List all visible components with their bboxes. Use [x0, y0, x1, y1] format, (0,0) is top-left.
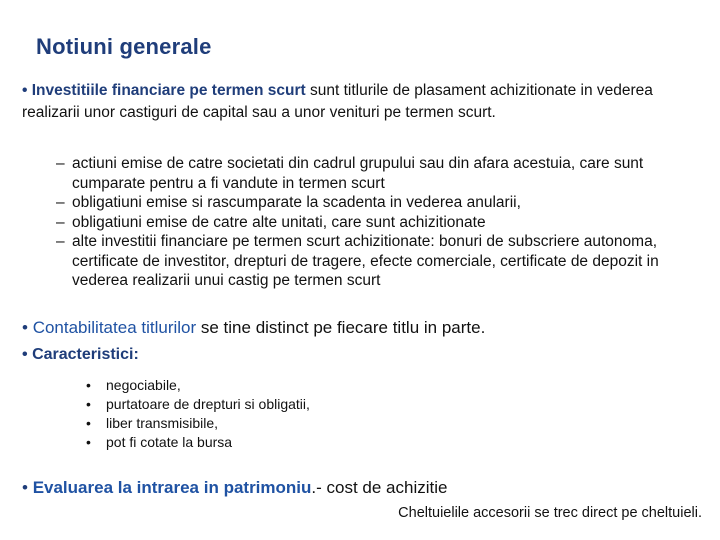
list-item: [86, 395, 310, 414]
list-item: [86, 433, 310, 452]
evaluation-term: Evaluarea la intrarea in patrimoniu: [32, 478, 312, 497]
bullet-marker: •: [86, 396, 91, 412]
dash-marker: –: [56, 233, 65, 250]
list-item-text: obligatiuni emise si rascumparate la scadenta in vederea anularii,: [72, 194, 521, 211]
list-item: [56, 232, 706, 291]
list-item: [56, 154, 706, 193]
list-item-text: actiuni emise de catre societati din cadrul grupului sau din afara acestuia, care sunt cumparate pentru a fi vandute in termen scurt: [72, 155, 644, 192]
accounting-term: Contabilitatea titlurilor: [32, 318, 197, 337]
intro-term: Investitiile financiare pe termen scurt: [31, 82, 306, 99]
evaluation-bullet: •: [22, 478, 28, 497]
list-item-text: alte investitii financiare pe termen scurt achizitionate: bonuri de subscriere autonoma, certificate de investitor, drepturi de tragere, efecte comerciale, certificate de depozit in vederea realizarii unui castig pe termen scurt: [72, 233, 659, 289]
list-item-text: purtatoare de drepturi si obligatii,: [106, 396, 310, 412]
dash-marker: –: [56, 213, 65, 231]
dash-marker: –: [56, 155, 65, 172]
page-title: Notiuni generale: [36, 34, 212, 59]
list-item-text: obligatiuni emise de catre alte unitati, care sunt achizitionate: [72, 213, 486, 231]
characteristics-heading: [22, 344, 139, 366]
accounting-bullet: •: [22, 318, 28, 337]
bullet-marker: •: [86, 434, 91, 450]
evaluation-paragraph: [22, 476, 447, 500]
accounting-paragraph: [22, 316, 712, 340]
intro-paragraph: [22, 80, 712, 124]
bullet-marker: •: [86, 415, 91, 431]
characteristics-title: Caracteristici:: [32, 346, 139, 363]
list-item-text: liber transmisibile,: [106, 415, 219, 431]
accounting-text: se tine distinct pe fiecare titlu in parte.: [196, 318, 486, 337]
evaluation-note: Cheltuielile accesorii se trec direct pe cheltuieli.: [398, 505, 702, 521]
bullet-marker: •: [86, 377, 91, 393]
characteristics-list: [86, 376, 310, 452]
investment-types-list: [56, 154, 706, 291]
list-item: [56, 193, 706, 213]
list-item: [86, 376, 310, 395]
intro-definition: sunt titlurile de plasament achizitionate in vederea realizarii unor castiguri de capital sau a unor venituri pe termen scurt.: [22, 82, 653, 121]
list-item-text: pot fi cotate la bursa: [106, 434, 233, 450]
evaluation-text: .- cost de achizitie: [311, 478, 448, 497]
dash-marker: –: [56, 194, 65, 211]
list-item: [86, 414, 310, 433]
list-item-text: negociabile,: [106, 377, 181, 393]
characteristics-bullet: •: [22, 346, 28, 363]
intro-bullet: •: [22, 82, 28, 99]
list-item: [56, 213, 706, 233]
